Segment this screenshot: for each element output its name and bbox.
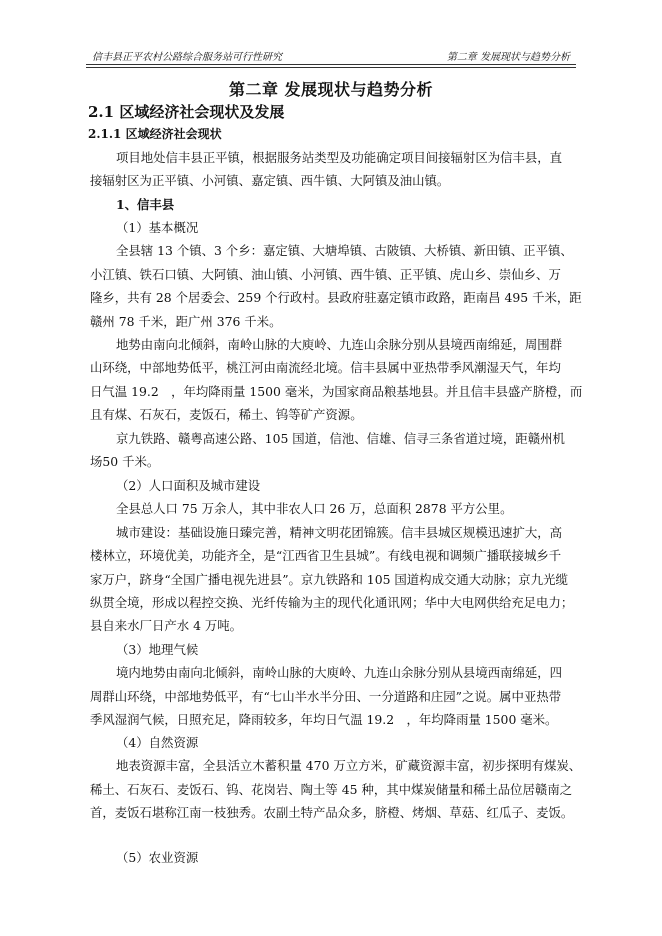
basic-line: 且有煤、石灰石，麦饭石，稀土、钨等矿产资源。 (90, 407, 363, 423)
basic-line: 山环绕，中部地势低平，桃江河由南流经北境。信丰县属中亚热带季风潮湿天气，年均 (90, 360, 561, 376)
basic-section (90, 216, 610, 473)
subheading-climate: （3）地理气候 (116, 642, 199, 657)
population-line: 楼林立，环境优美，功能齐全，是“江西省卫生县城”。有线电视和调频广播联接城乡千 (90, 548, 562, 564)
basic-line: 地势由南向北倾斜，南岭山脉的大庾岭、九连山余脉分别从县境西南绵延，周围群 (116, 337, 563, 353)
climate-section (90, 638, 610, 732)
subheading-agriculture: （5）农业资源 (116, 850, 199, 865)
basic-line: 场50 千米。 (90, 454, 160, 470)
population-line: 城市建设：基础设施日臻完善，精神文明花团锦簇。信丰县城区规模迅速扩大，高 (116, 524, 563, 540)
intro-line: 接辐射区为正平镇、小河镇、嘉定镇、西牛镇、大阿镇及油山镇。 (90, 173, 450, 189)
subheading-resources: （4）自然资源 (116, 735, 199, 750)
basic-line: 全县辖 13 个镇、3 个乡：嘉定镇、大塘埠镇、古陂镇、大桥镇、新田镇、正平镇、 (116, 243, 573, 259)
resources-line: 地表资源丰富，全县活立木蓄积量 470 万立方米，矿藏资源丰富，初步探明有煤炭、 (116, 758, 582, 774)
intro-paragraph (90, 146, 610, 193)
chapter-title: 第二章 发展现状与趋势分析 (228, 80, 434, 99)
population-line: 县自来水厂日产水 4 万吨。 (90, 618, 243, 634)
section-heading-2-1-1: 2.1.1 区域经济社会现状 (88, 127, 222, 141)
subheading-population: （2）人口面积及城市建设 (116, 478, 261, 493)
subheading-basic: （1）基本概况 (116, 220, 199, 235)
agri-section (90, 846, 610, 869)
population-line: 纵贯全境，形成以程控交换、光纤传输为主的现代化通讯网；华中大电网供给充足电力； (90, 595, 574, 611)
header-doc-title: 信丰县正平农村公路综合服务站可行性研究 (92, 52, 282, 63)
basic-line: 小江镇、铁石口镇、大阿镇、油山镇、小河镇、西牛镇、正平镇、虎山乡、崇仙乡、万 (90, 266, 561, 282)
climate-line: 周群山环绕，中部地势低平，有“七山半水半分田、一分道路和庄园”之说。属中亚热带 (90, 688, 562, 704)
page-header (86, 44, 576, 65)
header-chapter: 第二章 发展现状与趋势分析 (446, 52, 570, 63)
intro-line: 项目地处信丰县正平镇，根据服务站类型及功能确定项目间接辐射区为信丰县，直 (116, 150, 563, 165)
basic-line: 日气温 19.2 ，年均降雨量 1500 毫米，为国家商品粮基地县。并且信丰县盛产脐橙，而 (90, 383, 583, 399)
population-section (90, 474, 610, 638)
resources-line: 首，麦饭石堪称江南一枝独秀。农副土特产品众多，脐橙、烤烟、草菇、红瓜子、麦饭。 (90, 805, 574, 821)
resources-section (90, 731, 610, 825)
climate-line: 境内地势由南向北倾斜，南岭山脉的大庾岭、九连山余脉分别从县境西南绵延，四 (116, 665, 563, 681)
population-line: 家万户，跻身“全国广播电视先进县”。京九铁路和 105 国道构成交通大动脉；京九光缆 (90, 571, 568, 587)
resources-line: 稀土、石灰石、麦饭石、钨、花岗岩、陶土等 45 种，其中煤炭储量和稀土品位居赣南之 (90, 781, 573, 797)
basic-line: 京九铁路、赣粤高速公路、105 国道，信池、信雄、信寻三条省道过境，距赣州机 (116, 430, 565, 446)
section-heading-2-1: 2.1 区域经济社会现状及发展 (88, 103, 285, 121)
basic-line: 隆乡，共有 28 个居委会、259 个行政村。县政府驻嘉定镇市政路，距南昌 495 千米，距 (90, 290, 582, 306)
county-heading: 1、信丰县 (116, 197, 175, 212)
header-divider (86, 67, 576, 68)
basic-line: 赣州 78 千米，距广州 376 千米。 (90, 313, 282, 329)
population-line: 全县总人口 75 万余人，其中非农人口 26 万，总面积 2878 平方公里。 (116, 501, 513, 517)
climate-line: 季风湿润气候，日照充足，降雨较多，年均日气温 19.2 ，年均降雨量 1500 毫米。 (90, 712, 558, 728)
